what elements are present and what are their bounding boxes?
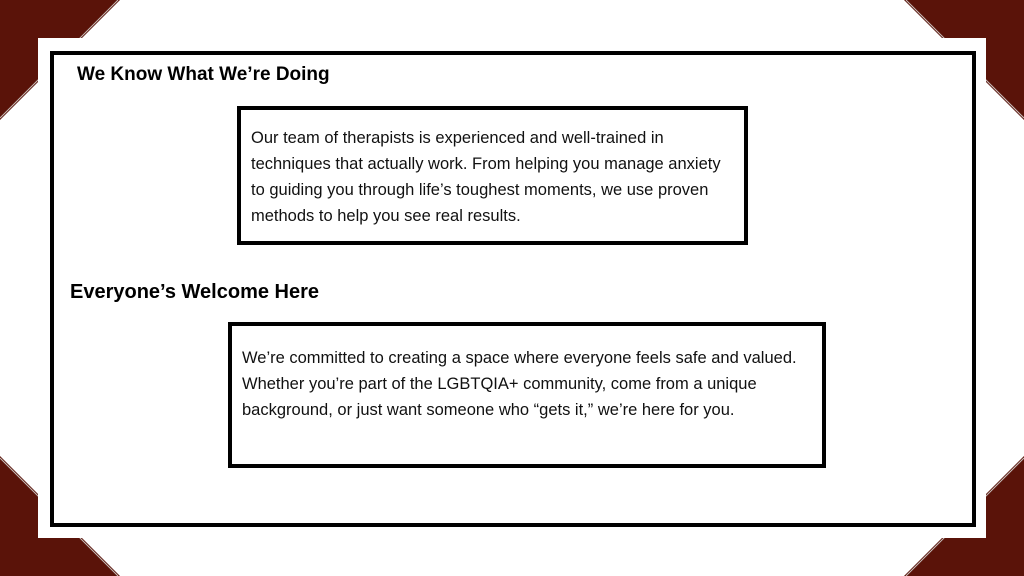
section-body-inclusion: We’re committed to creating a space where everyone feels safe and valued. Whether you’re part of the LGBTQIA+ community, come from a unique background, or just want someone who “gets it,” we’re here for you. bbox=[242, 349, 797, 419]
section-textbox-inclusion bbox=[228, 322, 826, 468]
section-textbox-expertise bbox=[237, 106, 748, 245]
section-heading-inclusion: Everyone’s Welcome Here bbox=[70, 281, 320, 303]
section-body-expertise: Our team of therapists is experienced and well-trained in techniques that actually work. From helping you manage anxiety to guiding you through life’s toughest moments, we use proven methods to help you see real results. bbox=[251, 129, 721, 225]
section-heading-expertise: We Know What We’re Doing bbox=[77, 64, 330, 85]
